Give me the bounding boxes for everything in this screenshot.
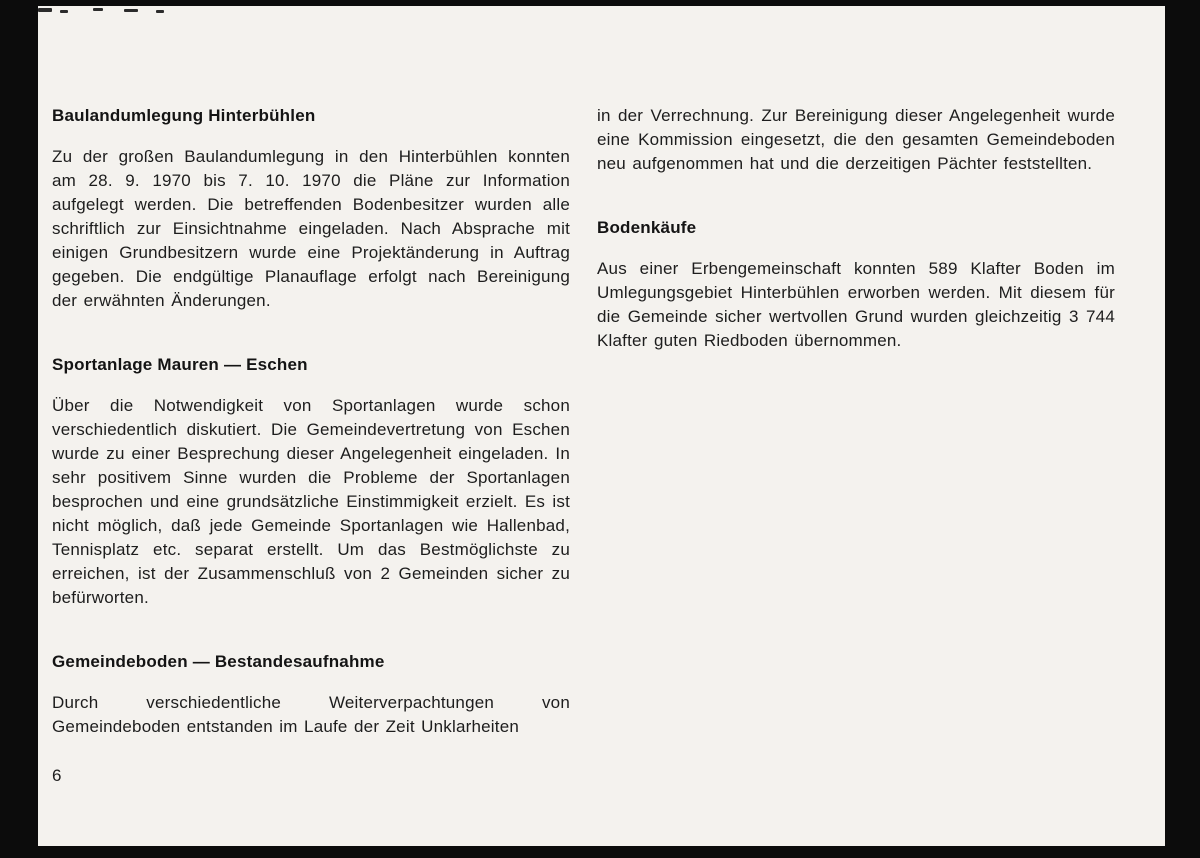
scan-artifact (38, 8, 52, 12)
section-body-sportanlage: Über die Notwendigkeit von Sportanlagen wurde schon verschiedentlich diskutiert. Die Gemeindevertretung von Eschen wurde zu einer Besprechung dieser Angelegenheit eingeladen. In sehr positivem Sinne wurden die Probleme der Sportanlagen besprochen und eine grundsätzliche Einstimmigkeit erzielt. Es ist nicht möglich, daß jede Gemeinde Sportanlagen wie Hallenbad, Tennisplatz etc. separat erstellt. Um das Bestmöglichste zu erreichen, ist der Zusammenschluß von 2 Gemeinden sicher zu befürworten. (52, 396, 570, 607)
section-bodenkaeufe (597, 216, 1115, 353)
section-sportanlage (52, 353, 570, 610)
right-column (597, 104, 1115, 739)
section-heading-baulandumlegung: Baulandumlegung Hinterbühlen (52, 106, 316, 125)
scan-artifact (60, 10, 68, 13)
section-gemeindeboden (52, 650, 570, 739)
section-heading-bodenkaeufe: Bodenkäufe (597, 218, 697, 237)
page-content (52, 104, 1115, 739)
scan-artifact (93, 8, 103, 11)
scan-artifact (124, 9, 138, 12)
left-column (52, 104, 570, 739)
section-body-gemeindeboden-continuation: in der Verrechnung. Zur Bereinigung dieser Angelegenheit wurde eine Kommission eingesetzt, die den gesamten Gemeindeboden neu aufgenommen hat und die derzeitigen Pächter feststellten. (597, 106, 1115, 173)
section-gemeindeboden-continuation (597, 104, 1115, 176)
section-baulandumlegung (52, 104, 570, 313)
section-body-gemeindeboden: Durch verschiedentliche Weiterverpachtungen von Gemeindeboden entstanden im Laufe der Zeit Unklarheiten (52, 693, 570, 736)
section-heading-gemeindeboden: Gemeindeboden — Bestandesaufnahme (52, 652, 385, 671)
section-body-baulandumlegung: Zu der großen Baulandumlegung in den Hinterbühlen konnten am 28. 9. 1970 bis 7. 10. 1970 die Pläne zur Information aufgelegt werden. Die betreffenden Bodenbesitzer wurden alle schriftlich zur Einsichtnahme eingeladen. Nach Absprache mit einigen Grundbesitzern wurde eine Projektänderung in Auftrag gegeben. Die endgültige Planauflage erfolgt nach Bereinigung der erwähnten Änderungen. (52, 147, 570, 310)
scan-artifact (156, 10, 164, 13)
section-heading-sportanlage: Sportanlage Mauren — Eschen (52, 355, 308, 374)
page-number: 6 (52, 766, 62, 785)
section-body-bodenkaeufe: Aus einer Erbengemeinschaft konnten 589 Klafter Boden im Umlegungsgebiet Hinterbühlen erworben werden. Mit diesem für die Gemeinde sicher wertvollen Grund wurden gleichzeitig 3 744 Klafter guten Riedboden übernommen. (597, 259, 1115, 350)
document-page (38, 6, 1165, 846)
